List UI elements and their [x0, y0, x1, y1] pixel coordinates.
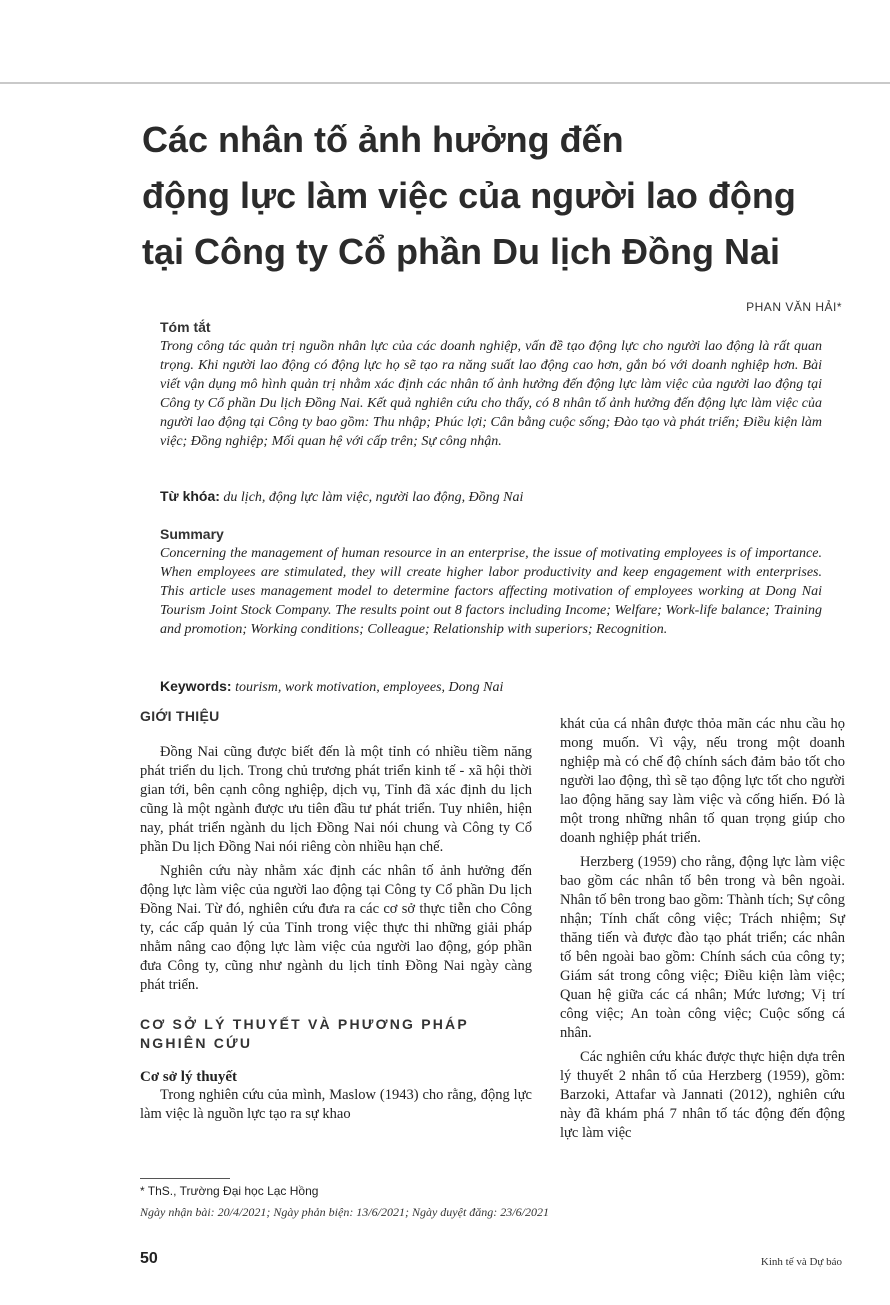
right-paragraph-2: Herzberg (1959) cho rằng, động lực làm việc bao gồm các nhân tố bên trong và bên ngoài. Nhân tố bên trong bao gồm: Thành tích; Sự công nhận; Tính chất công việc; Trách nhiệm; Sự thăng tiến và được đào tạo phát triển; các nhân tố bên ngoài bao gồm: Chính sách của công ty; Giám sát trong công việc; Điều kiện làm việc; Quan hệ giữa các cá nhân; Mức lương; Vị trí công việc; An toàn công việc; Cuộc sống cá nhân. — [560, 854, 845, 1041]
keywords-en — [160, 677, 822, 697]
title-line-3: tại Công ty Cổ phần Du lịch Đồng Nai — [142, 231, 780, 272]
keywords-en-text: tourism, work motivation, employees, Dong Nai — [235, 680, 504, 695]
intro-paragraph-1: Đồng Nai cũng được biết đến là một tỉnh có nhiều tiềm năng phát triển du lịch. Trong chủ trương phát triển kinh tế - xã hội thời gian tới, bên cạnh công nghiệp, dịch vụ, Tỉnh đã xác định du lịch cũng là một ngành được ưu tiên đầu tư phát triển. Tuy nhiên, hiện nay, phát triển ngành du lịch Đồng Nai nói chung và Công ty Cổ phần Du lịch Đồng Nai nói riêng còn nhiều hạn chế. — [140, 744, 532, 855]
intro-heading: GIỚI THIỆU — [140, 708, 220, 724]
abstract-en-text: Concerning the management of human resource in an enterprise, the issue of motivating employees is of importance. When employees are stimulated, they will create higher labor productivity and keep engagement with enterprises. This article uses management model to determine factors affecting motivation of employees working at Dong Nai Tourism Joint Stock Company. The results point out 8 factors including Income; Welfare; Work-life balance; Training and promotion; Working conditions; Colleague; Relationship with superiors; Recognition. — [160, 546, 822, 637]
abstract-vi-heading: Tóm tắt — [160, 319, 211, 335]
theory-paragraph-1: Trong nghiên cứu của mình, Maslow (1943) cho rằng, động lực làm việc là nguồn lực tạo ra sự khao — [140, 1087, 532, 1122]
abstract-en-heading: Summary — [160, 526, 224, 542]
footnote-dates: Ngày nhận bài: 20/4/2021; Ngày phản biện: 13/6/2021; Ngày duyệt đăng: 23/6/2021 — [140, 1205, 549, 1219]
left-column — [140, 708, 532, 1124]
keywords-vi-text: du lịch, động lực làm việc, người lao động, Đồng Nai — [223, 490, 524, 505]
right-paragraph-3: Các nghiên cứu khác được thực hiện dựa trên lý thuyết 2 nhân tố của Herzberg (1959), gồm: Barzoki, Attafar và Jannati (2012), nghiên cứu này đã khám phá 7 nhân tố tác động đến động lực làm việc — [560, 1049, 845, 1141]
abstract-vi — [160, 318, 822, 451]
page-number: 50 — [140, 1250, 158, 1267]
abstract-en — [160, 525, 822, 639]
right-paragraph-1: khát của cá nhân được thỏa mãn các nhu cầu họ mong muốn. Vì vậy, nếu trong một doanh nghiệp mà có chế độ chính sách đảm bảo tốt cho người lao động, thì sẽ tạo động lực tốt cho người lao động hăng say làm việc và cống hiến. Đó là một trong những nhân tố quan trọng giúp cho doanh nghiệp phát triển. — [560, 716, 845, 846]
keywords-vi — [160, 487, 822, 507]
right-column — [560, 715, 845, 1143]
intro-paragraph-2: Nghiên cứu này nhằm xác định các nhân tố ảnh hưởng đến động lực làm việc của người lao động tại Công ty Cổ phần Du lịch Đồng Nai. Từ đó, nghiên cứu đưa ra các cơ sở thực tiễn cho Công ty, các cấp quản lý của Tỉnh trong việc thực thi những giải pháp nhằm nâng cao động lực làm việc của người lao động, góp phần đưa Công ty, cũng như ngành du lịch tỉnh Đồng Nai ngày càng phát triển. — [140, 863, 532, 993]
journal-name: Kinh tế và Dự báo — [760, 1256, 842, 1268]
footnote-rule — [140, 1178, 230, 1179]
title-line-2: động lực làm việc của người lao động — [142, 175, 796, 216]
keywords-vi-label: Từ khóa: — [160, 488, 220, 504]
keywords-en-label: Keywords: — [160, 678, 232, 694]
theory-heading: CƠ SỞ LÝ THUYẾT VÀ PHƯƠNG PHÁP NGHIÊN CỨU — [140, 1016, 469, 1051]
article-title — [142, 112, 862, 280]
title-line-1: Các nhân tố ảnh hưởng đến — [142, 119, 624, 160]
theory-subheading: Cơ sở lý thuyết — [140, 1069, 238, 1085]
author-name: PHAN VĂN HẢI* — [746, 300, 842, 314]
abstract-vi-text: Trong công tác quản trị nguồn nhân lực của các doanh nghiệp, vấn đề tạo động lực cho người lao động là rất quan trọng. Khi người lao động có động lực họ sẽ tạo ra năng suất lao động cao hơn, gắn bó với doanh nghiệp hơn. Bài viết vận dụng mô hình quản trị nhằm xác định các nhân tố ảnh hưởng đến động lực làm việc của người lao động tại Công ty Cổ phần Du lịch Đồng Nai. Kết quả nghiên cứu cho thấy, có 8 nhân tố ảnh hưởng đến động lực làm việc của người lao động tại Công ty bao gồm: Thu nhập; Phúc lợi; Cân bằng cuộc sống; Đào tạo và phát triển; Điều kiện làm việc; Đồng nghiệp; Mối quan hệ với cấp trên; Sự công nhận. — [160, 339, 822, 449]
top-rule — [0, 82, 890, 84]
footnote-affiliation: * ThS., Trường Đại học Lạc Hồng — [140, 1184, 319, 1198]
